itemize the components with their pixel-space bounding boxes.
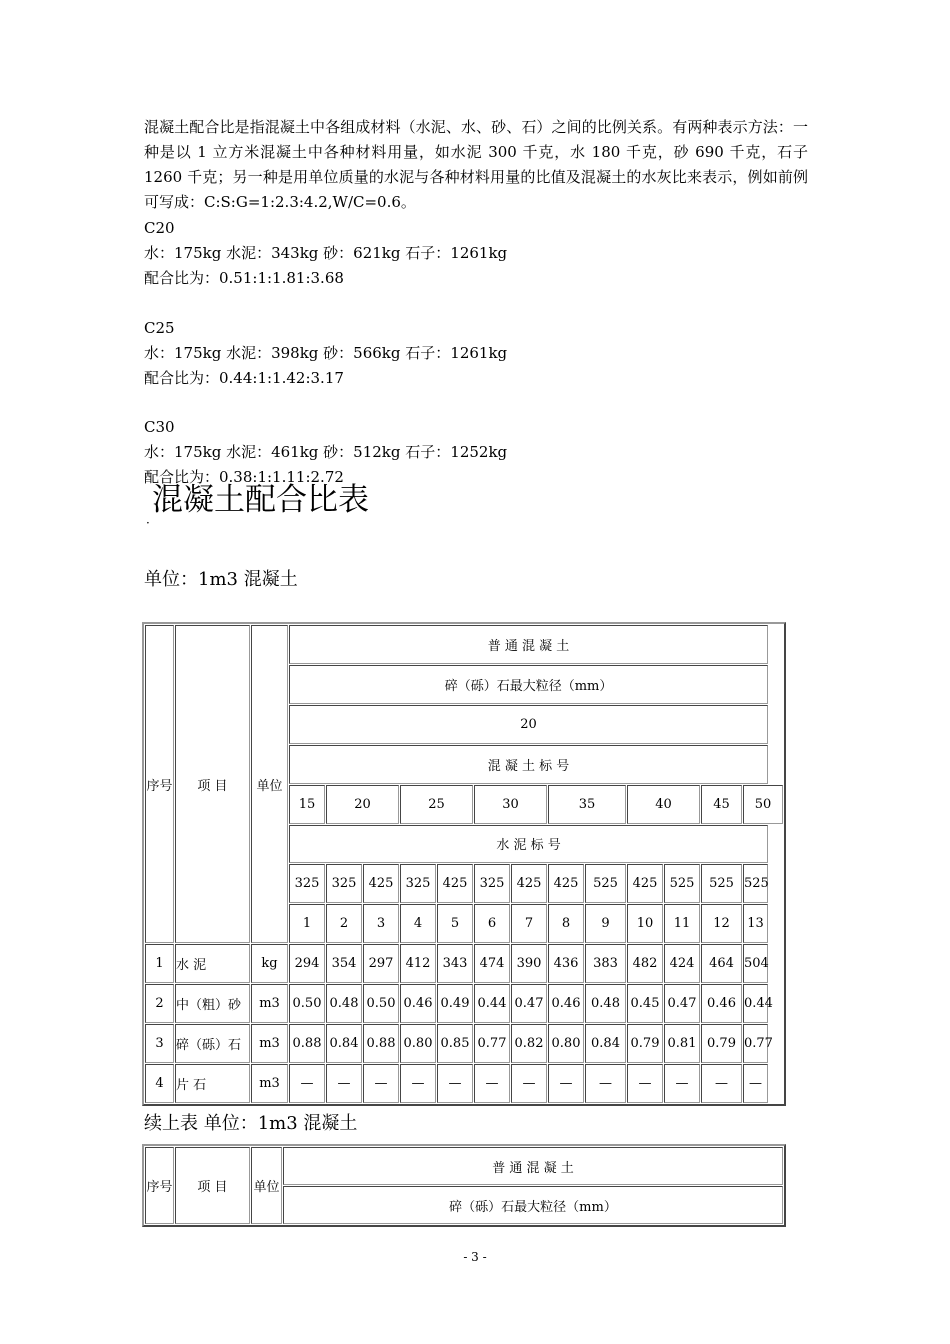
table-cell: 0.77: [743, 1024, 768, 1063]
row-unit: m3: [251, 1064, 288, 1103]
header-aggregate: 碎（砾）石最大粒径（mm）: [283, 1186, 783, 1224]
header-aggregate: 碎（砾）石最大粒径（mm）: [289, 665, 768, 704]
grade-c25-materials: 水：175kg 水泥：398kg 砂：566kg 石子：1261kg: [144, 344, 508, 362]
table-cell: 0.46: [400, 984, 436, 1023]
continued-table: [142, 1144, 786, 1227]
row-seq: 1: [145, 944, 174, 983]
table-cell: 424: [664, 944, 700, 983]
grade-c25-ratio: 配合比为：0.44:1:1.42:3.17: [144, 369, 344, 387]
table-cell: 0.88: [363, 1024, 399, 1063]
table-cell: 464: [701, 944, 742, 983]
table-cell: —: [743, 1064, 768, 1103]
header-item: 项 目: [175, 1147, 250, 1224]
row-item: 片 石: [175, 1064, 250, 1103]
column-number-cell: 7: [511, 904, 547, 943]
cement-grade-cell: 425: [627, 864, 663, 903]
column-number-cell: 1: [289, 904, 325, 943]
column-number-cell: 5: [437, 904, 473, 943]
table-cell: 0.44: [743, 984, 768, 1023]
table-cell: —: [474, 1064, 510, 1103]
cement-grade-cell: 325: [474, 864, 510, 903]
table-cell: 436: [548, 944, 584, 983]
header-grade: 混 凝 土 标 号: [289, 745, 768, 784]
table-cell: —: [437, 1064, 473, 1103]
table-cell: 0.49: [437, 984, 473, 1023]
row-item: 水 泥: [175, 944, 250, 983]
grade-c25-title: C25: [144, 319, 175, 337]
grade-c20-materials: 水：175kg 水泥：343kg 砂：621kg 石子：1261kg: [144, 244, 508, 262]
mix-ratio-table: [142, 622, 786, 1106]
table-cell: 0.79: [701, 1024, 742, 1063]
table-cell: 0.84: [326, 1024, 362, 1063]
grade-c20-title: C20: [144, 219, 175, 237]
table-cell: 0.88: [289, 1024, 325, 1063]
table-cell: —: [627, 1064, 663, 1103]
grade-cell: 50: [743, 785, 783, 824]
table-cell: 474: [474, 944, 510, 983]
table-cell: 0.82: [511, 1024, 547, 1063]
table-cell: 0.77: [474, 1024, 510, 1063]
column-number-cell: 10: [627, 904, 663, 943]
continued-label: 续上表 单位：1m3 混凝土: [144, 1113, 358, 1134]
cement-grade-cell: 525: [743, 864, 768, 903]
cement-grade-cell: 425: [511, 864, 547, 903]
cement-grade-cell: 325: [400, 864, 436, 903]
grade-cell: 35: [548, 785, 626, 824]
table-cell: 0.46: [548, 984, 584, 1023]
table-cell: —: [701, 1064, 742, 1103]
table-cell: 0.47: [664, 984, 700, 1023]
table-cell: —: [585, 1064, 626, 1103]
header-unit: 单位: [251, 1147, 282, 1224]
column-number-cell: 13: [743, 904, 768, 943]
header-seq: 序号: [145, 1147, 174, 1224]
table-row: [145, 1024, 783, 1063]
header-seq: 序号: [145, 625, 174, 943]
table-cell: 0.80: [548, 1024, 584, 1063]
row-seq: 3: [145, 1024, 174, 1063]
table-cell: 0.45: [627, 984, 663, 1023]
table-cell: 383: [585, 944, 626, 983]
header-size: 20: [289, 705, 768, 744]
table-cell: —: [548, 1064, 584, 1103]
column-number-cell: 8: [548, 904, 584, 943]
table-cell: 0.50: [363, 984, 399, 1023]
column-number-cell: 6: [474, 904, 510, 943]
row-unit: m3: [251, 984, 288, 1023]
cement-grade-cell: 425: [437, 864, 473, 903]
table-cell: 0.48: [326, 984, 362, 1023]
table-cell: 294: [289, 944, 325, 983]
table-row: [145, 1064, 783, 1103]
row-unit: m3: [251, 1024, 288, 1063]
table-row: [145, 984, 783, 1023]
table-cell: 0.47: [511, 984, 547, 1023]
header-concrete: 普 通 混 凝 土: [283, 1147, 783, 1185]
header-concrete: 普 通 混 凝 土: [289, 625, 768, 664]
table-row: [145, 944, 783, 983]
column-number-cell: 9: [585, 904, 626, 943]
table-cell: 390: [511, 944, 547, 983]
table-cell: —: [400, 1064, 436, 1103]
page-number: - 3 -: [463, 1250, 487, 1264]
table-cell: —: [664, 1064, 700, 1103]
grade-cell: 30: [474, 785, 547, 824]
cement-grade-cell: 525: [664, 864, 700, 903]
cement-grade-cell: 525: [701, 864, 742, 903]
column-number-cell: 2: [326, 904, 362, 943]
table-cell: —: [363, 1064, 399, 1103]
grade-cell: 15: [289, 785, 325, 824]
row-item: 中（粗）砂: [175, 984, 250, 1023]
table-cell: —: [511, 1064, 547, 1103]
table-cell: 354: [326, 944, 362, 983]
table-cell: 482: [627, 944, 663, 983]
dot-mark: ·: [146, 516, 150, 530]
table-cell: 0.85: [437, 1024, 473, 1063]
table-cell: —: [289, 1064, 325, 1103]
grade-c30-materials: 水：175kg 水泥：461kg 砂：512kg 石子：1252kg: [144, 443, 508, 461]
header-unit: 单位: [251, 625, 288, 943]
column-number-cell: 12: [701, 904, 742, 943]
table-cell: 0.84: [585, 1024, 626, 1063]
intro-paragraph: 混凝土配合比是指混凝土中各组成材料（水泥、水、砂、石）之间的比例关系。有两种表示方法：一种是以 1 立方米混凝土中各种材料用量，如水泥 300 千克，水 180 千克，砂 690 千克，石子 1260 千克；另一种是用单位质量的水泥与各种材料用量的比值及混凝土的水灰比来表示，例如前例可写成：C:S:G=1:2.3:4.2,W/C=0.6。: [144, 118, 808, 211]
table-cell: 0.44: [474, 984, 510, 1023]
cement-grade-cell: 525: [585, 864, 626, 903]
table-cell: 0.46: [701, 984, 742, 1023]
table-cell: 343: [437, 944, 473, 983]
table-cell: 0.50: [289, 984, 325, 1023]
cement-grade-cell: 425: [548, 864, 584, 903]
table-cell: 0.81: [664, 1024, 700, 1063]
unit-label: 单位：1m3 混凝土: [144, 569, 298, 590]
grade-c20-ratio: 配合比为：0.51:1:1.81:3.68: [144, 269, 344, 287]
cement-grade-cell: 425: [363, 864, 399, 903]
table-cell: 0.79: [627, 1024, 663, 1063]
table-cell: 504: [743, 944, 768, 983]
table-cell: 0.80: [400, 1024, 436, 1063]
table-cell: —: [326, 1064, 362, 1103]
column-number-cell: 4: [400, 904, 436, 943]
cement-grade-cell: 325: [289, 864, 325, 903]
grade-c30-title: C30: [144, 418, 175, 436]
grade-cell: 20: [326, 785, 399, 824]
cement-grade-cell: 325: [326, 864, 362, 903]
grade-c30-ratio: 配合比为：0.38:1:1.11:2.72: [144, 468, 344, 486]
table-cell: 0.48: [585, 984, 626, 1023]
grade-cell: 45: [701, 785, 742, 824]
table-cell: 297: [363, 944, 399, 983]
header-cement: 水 泥 标 号: [289, 825, 768, 864]
row-unit: kg: [251, 944, 288, 983]
table-title: 混凝土配合比表: [152, 482, 369, 518]
column-number-cell: 11: [664, 904, 700, 943]
row-seq: 4: [145, 1064, 174, 1103]
grade-cell: 25: [400, 785, 473, 824]
row-seq: 2: [145, 984, 174, 1023]
column-number-cell: 3: [363, 904, 399, 943]
grade-cell: 40: [627, 785, 700, 824]
header-item: 项 目: [175, 625, 250, 943]
table-cell: 412: [400, 944, 436, 983]
row-item: 碎（砾）石: [175, 1024, 250, 1063]
